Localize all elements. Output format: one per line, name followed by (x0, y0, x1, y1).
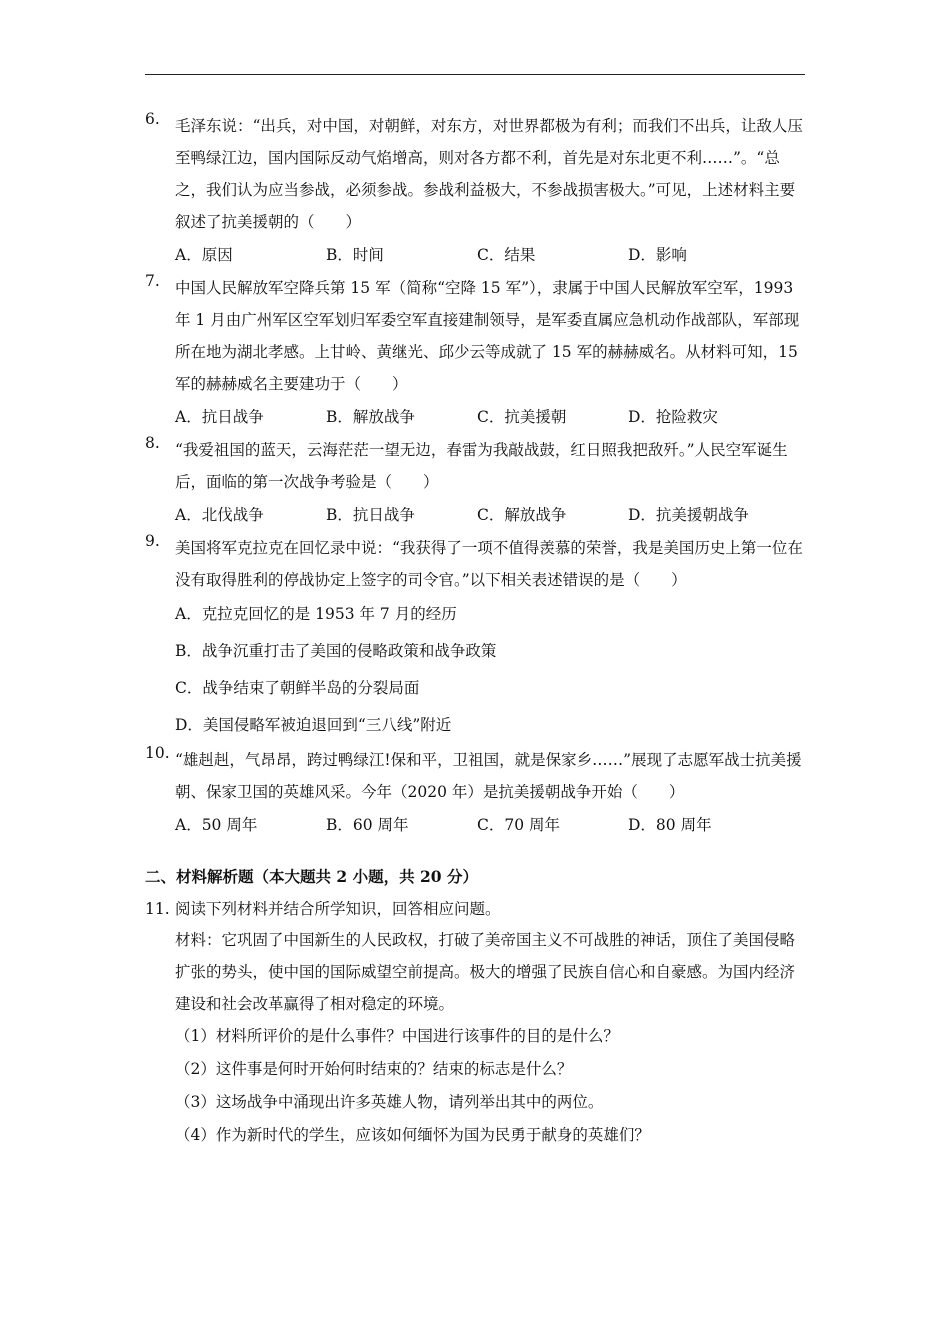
option-a[interactable]: A．抗日战争 (175, 408, 264, 426)
question-number: 11. (145, 900, 170, 918)
sub-question-3: （3）这场战争中涌现出许多英雄人物，请列举出其中的两位。 (175, 1093, 604, 1111)
question-number: 9. (145, 532, 160, 550)
header-rule (145, 74, 805, 75)
options-row (175, 498, 810, 532)
option-a[interactable]: A．北伐战争 (175, 506, 264, 524)
exam-content (145, 110, 810, 1152)
option-c[interactable]: C．解放战争 (477, 506, 567, 524)
sub-question-1: （1）材料所评价的是什么事件？中国进行该事件的目的是什么？ (175, 1027, 619, 1045)
option-d[interactable]: D．美国侵略军被迫退回到“三八线”附近 (175, 716, 452, 734)
question-7 (145, 272, 810, 434)
option-a[interactable]: A．原因 (175, 246, 233, 264)
option-c[interactable]: C．战争结束了朝鲜半岛的分裂局面 (175, 679, 420, 697)
option-a[interactable]: A．50 周年 (175, 816, 258, 834)
option-d[interactable]: D．80 周年 (628, 816, 712, 834)
question-text: 毛泽东说：“出兵，对中国，对朝鲜，对东方，对世界都极为有利；而我们不出兵，让敌人压至鸭绿江边，国内国际反动气焰增高，则对各方都不利，首先是对东北更不利……”。“总之，我们认为应当参战，必须参战。参战利益极大，不参战损害极大。”可见，上述材料主要叙述了抗美援朝的（ ） (175, 117, 803, 231)
option-d[interactable]: D．影响 (628, 246, 687, 264)
question-8 (145, 434, 810, 532)
question-number: 7. (145, 272, 160, 290)
question-10 (145, 744, 810, 842)
question-6 (145, 110, 810, 272)
option-a[interactable]: A．克拉克回忆的是 1953 年 7 月的经历 (175, 605, 457, 623)
option-b[interactable]: B．抗日战争 (326, 506, 415, 524)
question-text: “我爱祖国的蓝天，云海茫茫一望无边，春雷为我敲战鼓，红日照我把敌歼。”人民空军诞生后，面临的第一次战争考验是（ ） (175, 441, 788, 491)
question-text: 美国将军克拉克在回忆录中说：“我获得了一项不值得羡慕的荣誉，我是美国历史上第一位在没有取得胜利的停战协定上签字的司令官。”以下相关表述错误的是（ ） (175, 539, 803, 589)
question-text: “雄赳赳，气昂昂，跨过鸭绿江!保和平，卫祖国，就是保家乡……”展现了志愿军战士抗美援朝、保家卫国的英雄风采。今年（2020 年）是抗美援朝战争开始（ ） (175, 751, 802, 801)
option-b[interactable]: B．解放战争 (326, 408, 415, 426)
option-b[interactable]: B．战争沉重打击了美国的侵略政策和战争政策 (175, 642, 497, 660)
options-row (175, 400, 810, 434)
options-row (175, 238, 810, 272)
question-number: 10. (145, 744, 170, 762)
question-number: 8. (145, 434, 160, 452)
options-row (175, 808, 810, 842)
section-title: 二、材料解析题（本大题共 2 小题，共 20 分） (145, 867, 478, 886)
question-intro: 阅读下列材料并结合所学知识，回答相应问题。 (175, 900, 501, 918)
question-11 (145, 894, 810, 1152)
option-d[interactable]: D．抢险救灾 (628, 408, 718, 426)
option-c[interactable]: C．抗美援朝 (477, 408, 567, 426)
sub-question-2: （2）这件事是何时开始何时结束的？结束的标志是什么？ (175, 1060, 573, 1078)
option-d[interactable]: D．抗美援朝战争 (628, 506, 749, 524)
option-c[interactable]: C．结果 (477, 246, 536, 264)
question-number: 6. (145, 110, 160, 128)
question-text: 中国人民解放军空降兵第 15 军（简称“空降 15 军”），隶属于中国人民解放军空军，1993 年 1 月由广州军区空军划归军委空军直接建制领导，是军委直属应急机动作战部队，军部现所在地为湖北孝感。上甘岭、黄继光、邱少云等成就了 15 军的赫赫威名。从材料可知，15 军的赫赫威名主要建功于（ ） (175, 279, 800, 393)
option-c[interactable]: C．70 周年 (477, 816, 561, 834)
options-column (175, 596, 810, 744)
sub-question-4: （4）作为新时代的学生，应该如何缅怀为国为民勇于献身的英雄们？ (175, 1126, 650, 1144)
question-9 (145, 532, 810, 744)
material-text: 材料：它巩固了中国新生的人民政权，打破了美帝国主义不可战胜的神话，顶住了美国侵略扩张的势头，使中国的国际威望空前提高。极大的增强了民族自信心和自豪感。为国内经济建设和社会改革赢得了相对稳定的环境。 (175, 931, 796, 1013)
option-b[interactable]: B．60 周年 (326, 816, 409, 834)
sub-questions (175, 1020, 810, 1152)
option-b[interactable]: B．时间 (326, 246, 384, 264)
